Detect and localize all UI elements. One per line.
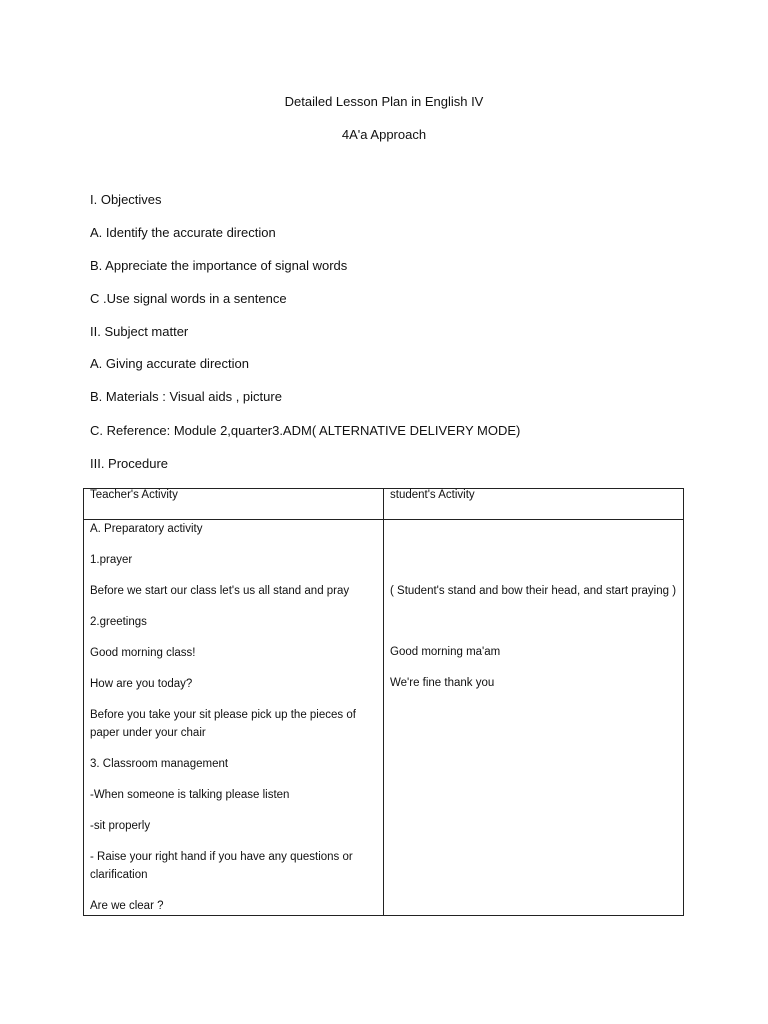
document-subtitle: 4A'a Approach	[341, 127, 427, 142]
teacher-line: 2.greetings	[90, 616, 147, 628]
teacher-activity-cell	[84, 520, 384, 916]
subject-a: A. Giving accurate direction	[90, 356, 249, 371]
student-line: Good morning ma'am	[390, 646, 501, 658]
teacher-line: -When someone is talking please listen	[90, 789, 290, 801]
objectives-heading: I. Objectives	[90, 192, 162, 207]
subject-b-materials: B. Materials : Visual aids , picture	[90, 389, 282, 404]
table-row	[84, 520, 684, 916]
teacher-line: Good morning class!	[90, 647, 196, 659]
spacer	[390, 613, 677, 643]
objective-b: B. Appreciate the importance of signal words	[90, 258, 348, 273]
student-line: We're fine thank you	[390, 677, 495, 689]
teacher-line: Are we clear ?	[90, 900, 164, 912]
teacher-line: A. Preparatory activity	[90, 523, 203, 535]
objective-c: C .Use signal words in a sentence	[90, 291, 287, 306]
procedure-table	[83, 488, 684, 916]
teacher-activity-header: Teacher's Activity	[84, 489, 384, 520]
procedure-heading: III. Procedure	[90, 456, 169, 471]
document-title: Detailed Lesson Plan in English IV	[284, 94, 484, 109]
student-line: ( Student's stand and bow their head, and start praying )	[390, 585, 677, 597]
teacher-line: 1.prayer	[90, 554, 133, 566]
teacher-line: 3. Classroom management	[90, 758, 229, 770]
spacer	[390, 520, 677, 582]
objective-a: A. Identify the accurate direction	[90, 225, 276, 240]
teacher-line: - Raise your right hand if you have any questions or clarification	[90, 851, 353, 881]
student-activity-header: student's Activity	[384, 489, 684, 520]
teacher-line: -sit properly	[90, 820, 151, 832]
student-activity-cell	[384, 520, 684, 916]
subject-c-reference: C. Reference: Module 2,quarter3.ADM( ALTERNATIVE DELIVERY MODE)	[90, 423, 521, 438]
teacher-line: How are you today?	[90, 678, 193, 690]
teacher-line: Before we start our class let's us all stand and pray	[90, 585, 350, 597]
subject-matter-heading: II. Subject matter	[90, 324, 189, 339]
teacher-line: Before you take your sit please pick up the pieces of paper under your chair	[90, 709, 356, 739]
table-header-row	[84, 489, 684, 520]
